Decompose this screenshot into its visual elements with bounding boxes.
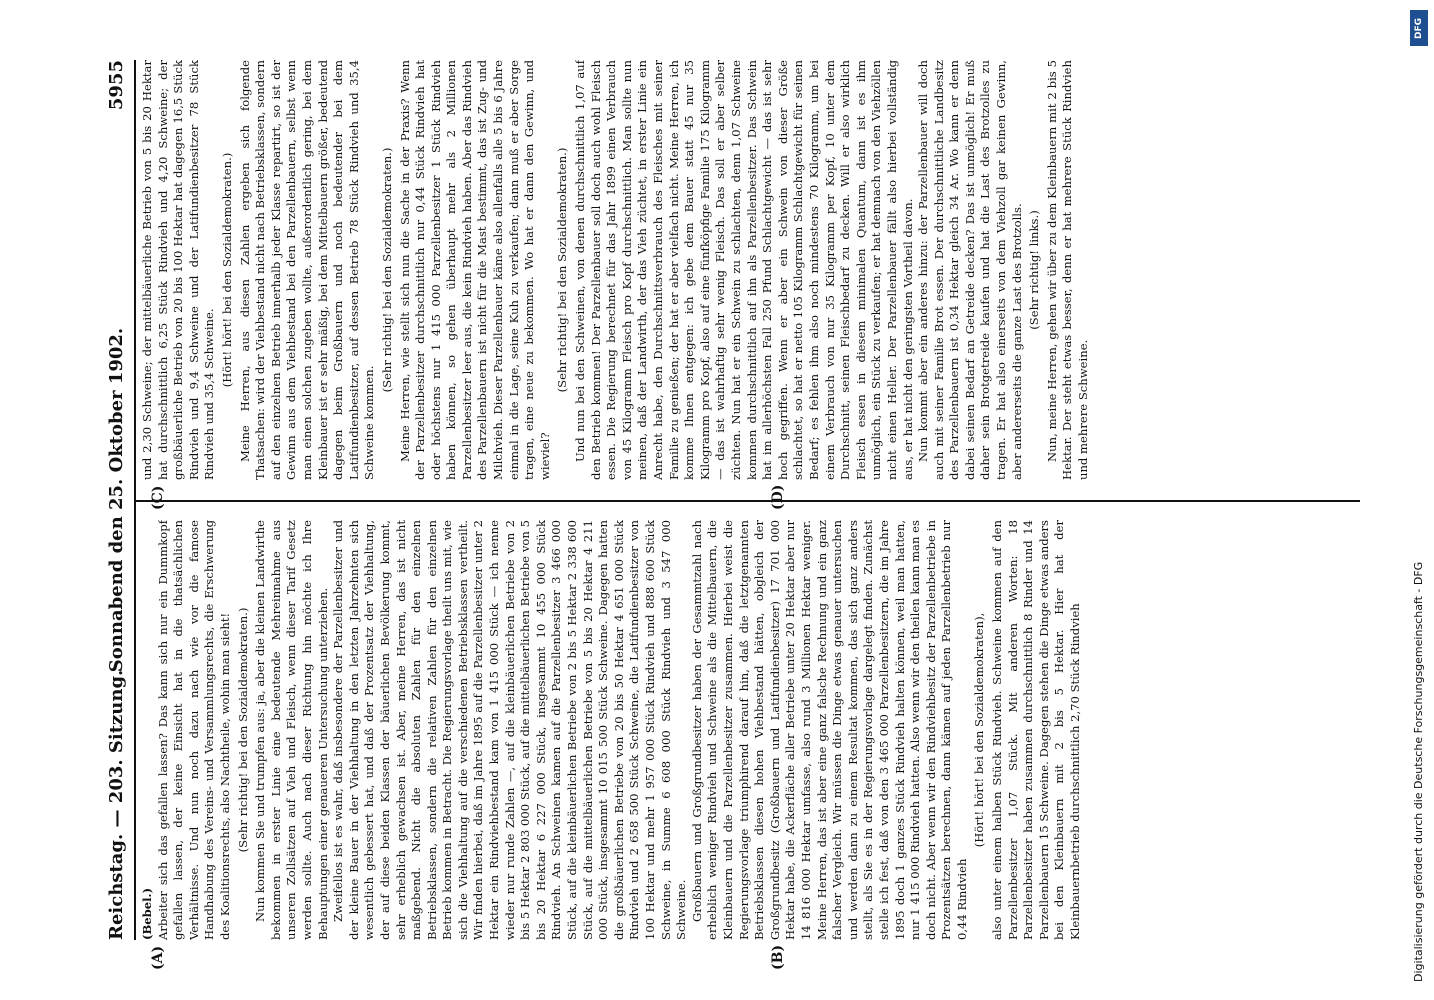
interjection: (Hört! hört! bei den Sozialdemokraten.) (219, 152, 234, 388)
speaker-label: (Bebel.) (140, 887, 154, 940)
interjection: (Hört! hört! bei den Sozialdemokraten), (972, 612, 987, 848)
digitization-credit (1408, 10, 1430, 985)
text-paragraph: Und nun bei den Schweinen, von denen durchschnittlich 1,07 auf den Betrieb kommen! Der Parzellenbauer soll doch auch wohl Fleisch essen. Die Regierung berechnet für das Jahr 1899 einen Verbrauch von 45 Kilogramm Fleisch pro Kopf durchschnittlich. Man sollte nun meinen, daß der Landwirth, der das Vieh züchtet, in erster Linie ein Anrecht habe, den Durchschnittsverbrauch des Fleisches mit seiner Familie zu genießen; der hat er aber vielfach nicht. Meine Herren, ich komme Ihnen entgegen: ich gebe dem Bauer statt 45 nur 35 Kilogramm pro Kopf, also auf eine fünfköpfige Familie 175 Kilogramm — das ist wahrhaftig sehr wenig Fleisch. Das soll er aber selber züchten. Nun hat er ein Schwein zu schlachten, denn 1,07 Schweine kommen durchschnittlich auf ihn als Parzellenbesitzer. Das Schwein hat im allerhöchsten Fall 250 Pfund Schlachtgewicht — das ist sehr hoch gegriffen. Wenn er aber ein Schwein von dieser Größe schlachtet, so hat er netto 105 Kilogramm Schlachtgewicht für seinen Bedarf; es fehlen ihm also noch mindestens 70 Kilogramm, um bei einem Verbrauch von nur 35 Kilogramm per Kopf, 10 unter dem Durchschnitt, seinen Fleischbedarf zu decken. Will er also wirklich Fleisch essen in diesem minimalen Quantum, dann ist es ihm unmöglich, ein Stück zu verkaufen; er hat demnach von den Viehzöllen nicht einen Heller. Der Parzellenbauer fällt also hierbei vollständig aus, er hat nicht den geringsten Vortheil davon. (573, 60, 915, 480)
text-paragraph: Zweifellos ist es wahr, daß insbesondere der Parzellenbesitzer und der kleine Bauer in der Viehhaltung in den letzten Jahrzehnten sich wesentlich gebessert hat, und daß der Prozentsatz der Viehhaltung, der auf diese beiden Klassen der bäuerlichen Bevölkerung kommt, sehr erheblich gewachsen ist. Aber, meine Herren, das ist nicht maßgebend. Nicht die absoluten Zahlen für den einzelnen Betriebsklassen, sondern die relativen Zahlen für den einzelnen Betrieb kommen in Betracht. Die Regierungsvorlage theilt uns mit, wie sich die Viehhaltung auf die verschiedenen Betriebsklassen vertheilt. Wir finden hierbei, daß im Jahre 1895 auf die Parzellenbesitzer unter 2 Hektar ein Rindviehbestand kam von 1 415 000 Stück — ich nenne wieder nur runde Zahlen —, auf die kleinbäuerlichen Betriebe von 2 bis 5 Hektar 2 803 000 Stück, auf die mittelbäuerlichen Betriebe von 5 bis 20 Hektar 6 227 000 Stück, insgesammt 10 455 000 Stück Rindvieh. An Schweinen kamen auf die Parzellenbesitzer 3 466 000 Stück, auf die kleinbäuerlichen Betriebe von 2 bis 5 Hektar 2 338 600 Stück, auf die mittelbäuerlichen Betriebe von 5 bis 20 Hektar 4 211 000 Stück, insgesammt 10 015 500 Stück Schweine. Dagegen hatten die großbäuerlichen Betriebe von 20 bis 50 Hektar 4 651 000 Stück Rindvieh und 2 658 500 Stück Schweine, die Latifundienbesitzer von 100 Hektar und mehr 1 957 000 Stück Rindvieh und 888 600 Stück Schweine, in Summe 6 608 000 Stück Rindvieh und 3 547 000 Schweine. (331, 520, 689, 940)
column-divider (136, 500, 1360, 502)
text-paragraph: und 2,30 Schweine; der mittelbäuerliche Betrieb von 5 bis 20 Hektar hat durchschnittlich 6,25 Stück Rindvieh und 4,20 Schweine; der großbäuerliche Betrieb von 20 bis 100 Hektar hat dagegen 16,5 Stück Rindvieh und 9,4 Schweine und der Latifundienbesitzer 78 Stück Rindvieh und 35,4 Schweine. (140, 60, 217, 480)
page-header-date: Sonnabend den 25. Oktober 1902. (106, 327, 127, 673)
dfg-logo-icon: DFG (1410, 10, 1428, 46)
interjection: (Sehr richtig! bei den Sozialdemokraten.) (235, 607, 250, 853)
margin-marker-a: (A) (150, 945, 166, 970)
interjection: (Sehr richtig! bei den Sozialdemokraten.) (555, 147, 570, 393)
page-header-title: Reichstag. — 203. Sitzung. (106, 669, 127, 940)
page-header (100, 60, 136, 940)
text-paragraph: Meine Herren, aus diesen Zahlen ergeben sich folgende Thatsachen: wird der Viehbestand nicht nach Betriebsklassen, sondern auf den einzelnen Betrieb innerhalb jeder Klasse repartirt, so ist der Gewinn aus dem Viehbestand bei den Parzellenbauern, selbst wenn man einen solchen zugeben wollte, außerordentlich gering, bei dem Kleinbauer ist er sehr mäßig, bei dem Mittelbauern größer, bedeutend dagegen beim Großbauern und noch bedeutender bei dem Latifundienbesitzer, auf dessen Betrieb 78 Stück Rindvieh und 35,4 Schweine kommen. (237, 60, 377, 480)
text-paragraph: Großbauern und Großgrundbesitzer haben der Gesammtzahl nach erheblich weniger Rindvieh und Schweine als die Mittelbauern, die Kleinbauern und die Parzellenbesitzer zusammen. Hierbei weist die Regierungsvorlage triumphirend darauf hin, daß die letztgenannten Betriebsklassen diesen hohen Viehbestand hätten, obgleich der Großgrundbesitz (Großbauern und Latifundienbesitzer) 17 701 000 Hektar habe, die Ackerfläche aller Betriebe unter 20 Hektar aber nur 14 816 000 Hektar umfasse, also rund 3 Millionen Hektar weniger. Meine Herren, das ist aber eine ganz falsche Rechnung und ein ganz falscher Vergleich. Wir müssen die Dinge etwas genauer untersuchen und werden dann zu einem Resultat kommen, das sich ganz anders stellt, als Sie es in der Regierungsvorlage dargelegt finden. Zunächst stelle ich fest, daß von den 3 465 000 Parzellenbesitzern, die im Jahre 1895 doch 1 ganzes Stück Rindvieh halten können, weil man hatten, nur 1 415 000 Rindvieh hatten. Also wenn wir den theilen kann man es doch nicht. Aber wenn wir den Rindviehbesitz der Parzellenbetriebe in Prozentsätzen berechnen, dann kämen auf jeden Parzellenbetrieb nur 0,44 Rindvieh (689, 520, 969, 940)
text-paragraph: also unter einem halben Stück Rindvieh. Schweine kommen auf den Parzellenbesitzer 1,07 Stück. Mit anderen Worten: 18 Parzellenbesitzer haben zusammen durchschnittlich 8 Rinder und 14 Parzellenbauern 15 Schweine. Dagegen stehen die Dinge etwas anders bei den Kleinbauern mit 2 bis 5 Hektar. Hier hat der Kleinbauernbetrieb durchschnittlich 2,70 Stück Rindvieh (990, 520, 1083, 940)
margin-marker-b: (B) (770, 944, 786, 970)
interjection: (Sehr richtig! links.) (1027, 210, 1042, 330)
margin-marker-c: (C) (150, 485, 166, 510)
right-text-column (140, 60, 1360, 480)
rotated-protocol-page (70, 20, 1380, 980)
text-paragraph: Meine Herren, wie stellt sich nun die Sache in der Praxis? Wenn der Parzellenbesitzer durchschnittlich nur 0,44 Stück Rindvieh hat oder höchstens nur 1 415 000 Parzellenbesitzer 1 Stück Rindvieh haben können, so gehen überhaupt mehr als 2 Millionen Parzellenbesitzer leer aus, die kein Rindvieh haben. Aber das Rindvieh des Parzellenbauern ist nicht für die Mast bestimmt, das ist Zug- und Milchvieh. Dieser Parzellenbauer käme also allenfalls alle 5 bis 6 Jahre einmal in die Lage, seine Kuh zu verkaufen; dann muß er aber Sorge tragen, eine neue zu bekommen. Wo hat er dann den Gewinn, und wieviel? (397, 60, 552, 480)
text-paragraph: Nun kommt aber ein anderes hinzu: der Parzellenbauer will doch auch mit seiner Familie Brot essen. Der durchschnittliche Landbesitz des Parzellenbauern ist 0,34 Hektar gleich 34 Ar. Wo kann er denn dabei seinen Bedarf an Getreide decken? Das ist unmöglich! Er muß daher sein Brotgetreide kaufen und hat die Last des Brotzolles zu tragen. Er hat also einerseits von dem Viehzoll gar keinen Gewinn, aber andererseits die ganze Last des Brotzolls. (916, 60, 1024, 480)
credit-text: Digitalisierung gefördert durch die Deutsche Forschungsgemeinschaft - DFG (1412, 561, 1425, 982)
text-paragraph: Nun kommen Sie und trumpfen aus: ja, aber die kleinen Landwirthe bekommen in erster Linie eine bedeutende Mehreinnahme aus unseren Zollsätzen auf Vieh und Fleisch, wenn dieser Tarif Gesetz werden sollte. Auch nach dieser Richtung hin möchte ich Ihre Behauptungen einer genaueren Untersuchung unterziehen. (253, 520, 330, 940)
margin-marker-d: (D) (770, 484, 786, 510)
page-number: 5955 (106, 60, 127, 111)
text-paragraph: Arbeiter sich das gefallen lassen? Das kann sich nur ein Dummkopf gefallen lassen, der keine Einsicht hat in die thatsächlichen Verhältnisse. Und nun noch dazu nach wie vor die famose Handhabung des Vereins- und Versammlungsrechts, die Erschwerung des Koalitionsrechts, also Nachtheile, wohin man sieht! (155, 520, 232, 940)
left-text-column (140, 520, 1360, 940)
interjection: (Sehr richtig! bei den Sozialdemokraten.) (379, 147, 394, 393)
text-paragraph: Nun, meine Herren, gehen wir über zu dem Kleinbauern mit 2 bis 5 Hektar. Der steht etwas besser, denn er hat mehrere Stück Rindvieh und mehrere Schweine. (1044, 60, 1091, 480)
